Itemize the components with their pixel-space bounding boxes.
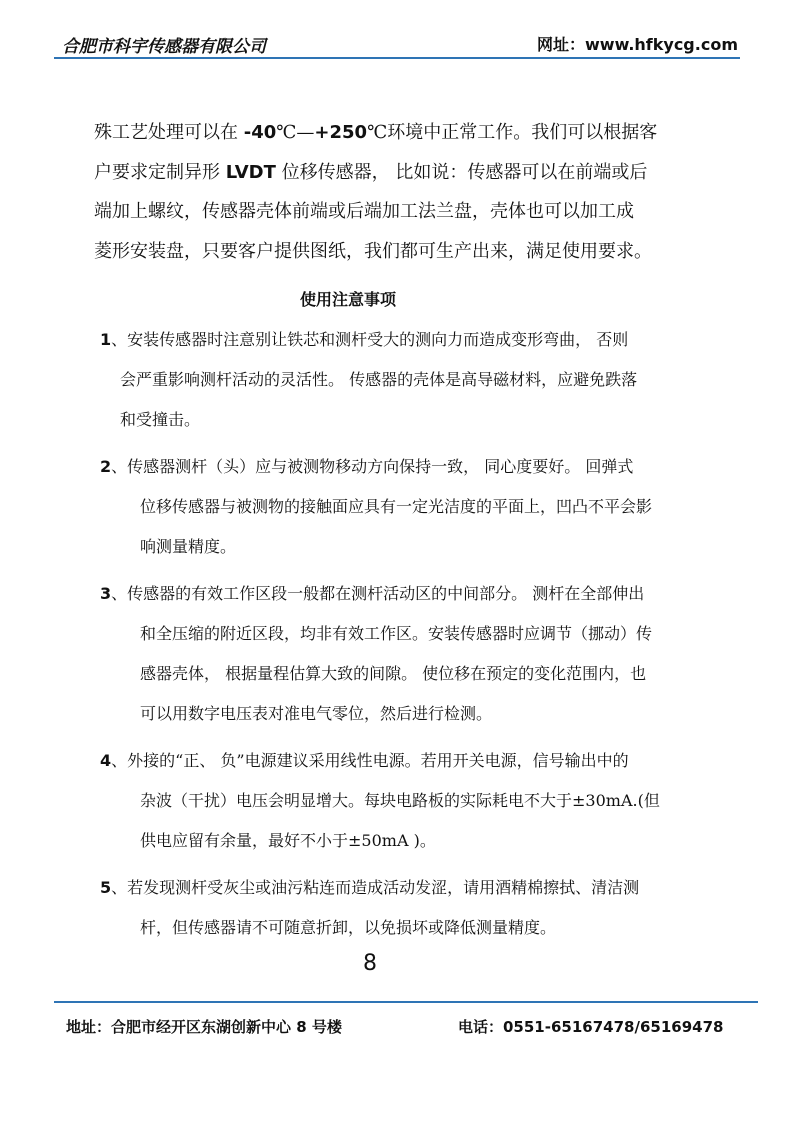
note-text: 、外接的“正、 负”电源建议采用线性电源。若用开关电源，信号输出中的 — [111, 751, 629, 770]
note-text: 杂波（干扰）电压会明显增大。每块电路板的实际耗电不大于±30mA.(但 — [140, 791, 660, 810]
note-number: 2 — [100, 457, 112, 476]
note-text: 感器壳体， 根据量程估算大致的间隙。 使位移在预定的变化范围内，也 — [140, 664, 647, 683]
intro-paragraph — [94, 118, 754, 276]
footer-divider — [54, 1001, 758, 1003]
header-website: 网址：www.hfkycg.com — [537, 35, 738, 54]
section-title: 使用注意事项 — [300, 290, 397, 309]
notes-list — [100, 326, 750, 961]
intro-text: ℃— — [276, 122, 315, 143]
intro-line — [94, 118, 754, 158]
page-footer — [66, 1016, 746, 1040]
note-number: 3 — [100, 584, 112, 603]
page-number: 8 — [363, 951, 377, 976]
note-text: 、安装传感器时注意别让铁芯和测杆受大的测向力而造成变形弯曲， 否则 — [111, 330, 629, 349]
temperature-max: +250 — [314, 122, 368, 143]
note-text: 可以用数字电压表对准电气零位，然后进行检测。 — [140, 704, 493, 723]
header-divider — [54, 57, 740, 59]
note-text: 、传感器的有效工作区段一般都在测杆活动区的中间部分。 测杆在全部伸出 — [111, 584, 645, 603]
lvdt-term: LVDT — [225, 161, 276, 183]
note-text: 杆，但传感器请不可随意折卸，以免损坏或降低测量精度。 — [140, 918, 557, 937]
temperature-min: -40 — [243, 122, 277, 143]
intro-line — [94, 158, 754, 198]
note-text: 和受撞击。 — [120, 410, 201, 429]
note-text: 、传感器测杆（头）应与被测物移动方向保持一致， 同心度要好。 回弹式 — [111, 457, 634, 476]
note-item-2 — [100, 453, 750, 573]
note-text: 、若发现测杆受灰尘或油污粘连而造成活动发涩，请用酒精棉擦拭、清洁测 — [111, 878, 640, 897]
note-text: 和全压缩的附近区段，均非有效工作区。安装传感器时应调节（挪动）传 — [140, 624, 653, 643]
note-text: 位移传感器与被测物的接触面应具有一定光洁度的平面上，凹凸不平会影 — [140, 497, 653, 516]
page-header — [62, 32, 738, 58]
note-number: 1 — [100, 330, 112, 349]
note-text: 会严重影响测杆活动的灵活性。 传感器的壳体是高导磁材料，应避免跌落 — [120, 370, 638, 389]
note-number: 5 — [100, 878, 112, 897]
note-item-5 — [100, 874, 750, 954]
intro-line: 端加上螺纹，传感器壳体前端或后端加工法兰盘，壳体也可以加工成 — [94, 201, 634, 222]
header-company-name: 合肥市科宇传感器有限公司 — [62, 37, 266, 57]
intro-line: 菱形安装盘，只要客户提供图纸，我们都可生产出来，满足使用要求。 — [94, 240, 652, 262]
note-text: 供电应留有余量，最好不小于±50mA )。 — [140, 831, 436, 850]
note-item-4 — [100, 747, 750, 867]
note-item-1 — [100, 326, 750, 446]
intro-text: 户要求定制异形 — [94, 161, 226, 183]
footer-address: 地址：合肥市经开区东湖创新中心 8 号楼 — [66, 1018, 342, 1036]
intro-text: ℃环境中正常工作。我们可以根据客 — [367, 122, 658, 143]
intro-text: 位移传感器， 比如说：传感器可以在前端或后 — [275, 161, 648, 183]
note-item-3 — [100, 580, 750, 740]
intro-text: 殊工艺处理可以在 — [94, 122, 244, 143]
note-number: 4 — [100, 751, 112, 770]
footer-phone: 电话：0551-65167478/65169478 — [458, 1018, 724, 1036]
note-text: 响测量精度。 — [140, 537, 237, 556]
